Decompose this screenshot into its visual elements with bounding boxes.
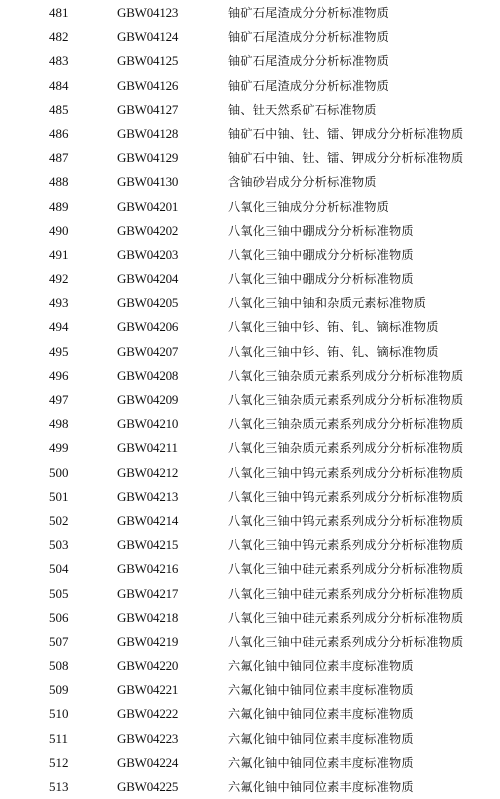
material-name: 六氟化铀中铀同位素丰度标准物质	[228, 780, 414, 794]
row-number: 489	[49, 198, 69, 214]
material-name: 八氧化三铀杂质元素系列成分分析标准物质	[228, 441, 464, 456]
material-name: 八氧化三铀中硅元素系列成分分析标准物质	[228, 610, 464, 625]
row-number: 511	[49, 730, 69, 746]
row-number: 484	[49, 77, 69, 93]
row-number: 502	[49, 512, 69, 528]
row-number: 495	[49, 343, 69, 359]
material-name: 六氟化铀中铀同位素丰度标准物质	[228, 659, 414, 674]
row-number: 501	[49, 488, 69, 504]
material-name: 八氧化三铀中铀和杂质元素标准物质	[228, 296, 427, 311]
material-code: GBW04123	[117, 5, 179, 20]
material-name: 八氧化三铀中硅元素系列成分分析标准物质	[228, 586, 464, 601]
material-code: GBW04129	[117, 150, 179, 166]
material-code: GBW04205	[117, 295, 179, 311]
row-number: 507	[49, 633, 69, 649]
table-row	[0, 340, 500, 364]
material-name: 铀矿石尾渣成分分析标准物质	[228, 54, 390, 69]
row-number: 496	[49, 367, 69, 383]
table-row	[0, 727, 500, 751]
material-code: GBW04201	[117, 198, 179, 214]
material-name: 八氧化三铀中钨元素系列成分分析标准物质	[228, 538, 464, 553]
table-row	[0, 98, 500, 122]
row-number: 500	[49, 464, 69, 480]
table-row	[0, 678, 500, 702]
row-number: 512	[49, 754, 69, 770]
table-row	[0, 582, 500, 606]
table-row	[0, 436, 500, 460]
material-code: GBW04216	[117, 561, 179, 577]
material-name: 铀、钍天然系矿石标准物质	[228, 102, 377, 117]
table-row	[0, 461, 500, 485]
table-row	[0, 291, 500, 315]
material-name: 八氧化三铀中钐、铕、钆、镝标准物质	[228, 320, 439, 335]
row-number: 505	[49, 585, 69, 601]
row-number: 488	[49, 174, 69, 190]
row-number: 498	[49, 416, 69, 432]
material-code: GBW04203	[117, 246, 179, 262]
material-code: GBW04206	[117, 319, 179, 335]
row-number: 497	[49, 392, 69, 407]
row-number: 486	[49, 125, 69, 141]
material-code: GBW04219	[117, 633, 179, 649]
material-code: GBW04207	[117, 343, 179, 359]
row-number: 485	[49, 101, 69, 117]
material-name: 铀矿石中铀、钍、镭、钾成分分析标准物质	[228, 126, 464, 141]
table-row	[0, 775, 500, 799]
table-row	[0, 315, 500, 339]
material-name: 八氧化三铀成分分析标准物质	[228, 199, 390, 214]
table-row	[0, 74, 500, 98]
material-code: GBW04223	[117, 730, 179, 746]
material-name: 六氟化铀中铀同位素丰度标准物质	[228, 683, 414, 698]
row-number: 510	[49, 706, 69, 722]
table-row	[0, 388, 500, 412]
material-name: 铀矿石中铀、钍、镭、钾成分分析标准物质	[228, 151, 464, 166]
material-name: 六氟化铀中铀同位素丰度标准物质	[228, 731, 414, 746]
material-name: 八氧化三铀中硼成分分析标准物质	[228, 247, 414, 262]
table-row	[0, 702, 500, 726]
row-number: 487	[49, 150, 69, 166]
material-name: 八氧化三铀中硼成分分析标准物质	[228, 272, 414, 287]
material-name: 八氧化三铀杂质元素系列成分分析标准物质	[228, 393, 464, 407]
table-row	[0, 49, 500, 73]
material-code: GBW04130	[117, 174, 179, 190]
row-number: 482	[49, 29, 69, 45]
material-code: GBW04124	[117, 29, 179, 45]
table-row	[0, 533, 500, 557]
row-number: 483	[49, 53, 69, 69]
material-name: 六氟化铀中铀同位素丰度标准物质	[228, 755, 414, 770]
material-name: 六氟化铀中铀同位素丰度标准物质	[228, 707, 414, 722]
row-number: 491	[49, 246, 69, 262]
material-name: 八氧化三铀中硼成分分析标准物质	[228, 223, 414, 238]
table-row	[0, 751, 500, 775]
row-number: 481	[49, 5, 69, 20]
material-code: GBW04215	[117, 537, 179, 553]
material-name: 八氧化三铀中硅元素系列成分分析标准物质	[228, 562, 464, 577]
material-code: GBW04218	[117, 609, 179, 625]
row-number: 508	[49, 658, 69, 674]
material-name: 八氧化三铀中钨元素系列成分分析标准物质	[228, 489, 464, 504]
material-code: GBW04125	[117, 53, 179, 69]
material-name: 铀矿石尾渣成分分析标准物质	[228, 30, 390, 45]
material-name: 八氧化三铀杂质元素系列成分分析标准物质	[228, 368, 464, 383]
table-row	[0, 170, 500, 194]
material-code: GBW04126	[117, 77, 179, 93]
table-row	[0, 243, 500, 267]
row-number: 490	[49, 222, 69, 238]
row-number: 503	[49, 537, 69, 553]
table-row	[0, 195, 500, 219]
material-code: GBW04213	[117, 488, 179, 504]
material-code: GBW04222	[117, 706, 179, 722]
row-number: 506	[49, 609, 69, 625]
material-code: GBW04210	[117, 416, 179, 432]
material-code: GBW04221	[117, 682, 179, 698]
table-row	[0, 412, 500, 436]
material-code: GBW04224	[117, 754, 179, 770]
material-name: 八氧化三铀中钐、铕、钆、镝标准物质	[228, 344, 439, 359]
material-code: GBW04204	[117, 271, 179, 287]
table-row	[0, 122, 500, 146]
row-number: 492	[49, 271, 69, 287]
material-code: GBW04209	[117, 392, 179, 407]
table-row	[0, 630, 500, 654]
table-row	[0, 267, 500, 291]
material-code: GBW04127	[117, 101, 179, 117]
row-number: 494	[49, 319, 69, 335]
material-name: 八氧化三铀中硅元素系列成分分析标准物质	[228, 634, 464, 649]
table-row	[0, 485, 500, 509]
material-name: 铀矿石尾渣成分分析标准物质	[228, 6, 390, 20]
material-code: GBW04217	[117, 585, 179, 601]
material-name: 八氧化三铀中钨元素系列成分分析标准物质	[228, 465, 464, 480]
material-name: 含铀砂岩成分分析标准物质	[228, 175, 377, 190]
material-code: GBW04211	[117, 440, 178, 456]
material-code: GBW04202	[117, 222, 179, 238]
row-number: 499	[49, 440, 69, 456]
table-row	[0, 1, 500, 25]
material-code: GBW04208	[117, 367, 179, 383]
material-name: 铀矿石尾渣成分分析标准物质	[228, 78, 390, 93]
table-row	[0, 364, 500, 388]
table-row	[0, 146, 500, 170]
material-code: GBW04212	[117, 464, 179, 480]
row-number: 509	[49, 682, 69, 698]
material-code: GBW04128	[117, 125, 179, 141]
row-number: 504	[49, 561, 69, 577]
material-name: 八氧化三铀中钨元素系列成分分析标准物质	[228, 513, 464, 528]
table-row	[0, 654, 500, 678]
table-row	[0, 219, 500, 243]
material-code: GBW04225	[117, 779, 179, 794]
row-number: 493	[49, 295, 69, 311]
material-code: GBW04220	[117, 658, 179, 674]
material-name: 八氧化三铀杂质元素系列成分分析标准物质	[228, 417, 464, 432]
material-code: GBW04214	[117, 512, 179, 528]
row-number: 513	[49, 779, 69, 794]
table-row	[0, 509, 500, 533]
table-row	[0, 25, 500, 49]
table-row	[0, 557, 500, 581]
table-row	[0, 606, 500, 630]
